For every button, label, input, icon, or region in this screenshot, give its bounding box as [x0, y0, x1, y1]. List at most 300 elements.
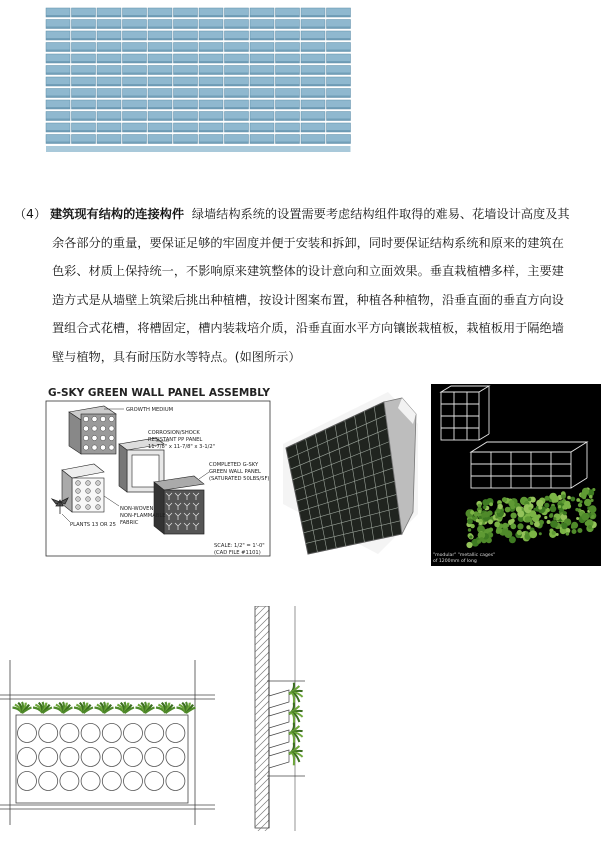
blue-tile-lip: [72, 84, 96, 86]
blue-wall-base: [46, 146, 351, 152]
foliage-leaf: [547, 520, 551, 524]
foliage-leaf: [488, 519, 493, 524]
blue-tile-lip: [327, 27, 351, 29]
blue-tile-lip: [123, 38, 147, 40]
blue-tile-lip: [46, 38, 70, 40]
foliage-leaf: [466, 542, 472, 548]
medium-hole: [83, 416, 88, 421]
elevation-cell: [102, 772, 121, 791]
foliage-leaf: [576, 498, 580, 502]
blue-tile-lip: [327, 130, 351, 132]
blue-tile-lip: [148, 61, 172, 63]
label-panel-3: 11-7/8" x 11-7/8" x 3-1/2": [148, 444, 216, 450]
blue-tile-lip: [97, 107, 121, 109]
blue-tile-lip: [72, 130, 96, 132]
blue-tile-lip: [225, 107, 249, 109]
foliage-leaf: [578, 503, 582, 507]
section-heading: 建筑现有结构的连接构件: [50, 207, 185, 221]
foliage-leaf: [550, 520, 558, 528]
blue-tile-lip: [276, 73, 300, 75]
blue-tile-lip: [301, 107, 325, 109]
blue-tile-lip: [72, 38, 96, 40]
elevation-cell: [124, 772, 143, 791]
blue-tile-lip: [97, 96, 121, 98]
medium-hole: [92, 445, 97, 450]
foliage-leaf: [575, 508, 578, 511]
foliage-leaf: [467, 519, 473, 525]
blue-tile-lip: [46, 119, 70, 121]
elevation-cell: [124, 724, 143, 743]
blue-tile-lip: [199, 38, 223, 40]
elevation-plant: [156, 702, 175, 713]
blue-tile-lip: [301, 84, 325, 86]
label-panel-2: RESISTANT PP PANEL: [148, 437, 203, 443]
foliage-leaf: [502, 523, 508, 529]
blue-tile-lip: [301, 96, 325, 98]
blue-tile-lip: [174, 96, 198, 98]
elevation-cell: [102, 724, 121, 743]
fabric-hole: [76, 505, 81, 510]
blue-tile-lip: [72, 27, 96, 29]
foliage-leaf: [498, 504, 503, 509]
fabric-hole: [96, 505, 101, 510]
blue-tile-lip: [174, 50, 198, 52]
foliage-leaf: [581, 513, 589, 521]
paragraph-line-3: 色彩、材质上保持统一，不影响原来建筑整体的设计意向和立面效果。垂直栽植槽多样，主要建: [52, 264, 564, 278]
blue-tile-lip: [72, 107, 96, 109]
metallic-cages-photo: [431, 384, 601, 566]
elevation-plant: [115, 702, 134, 713]
blue-tile-lip: [276, 119, 300, 121]
blue-tile-lip: [250, 107, 274, 109]
blue-tile-lip: [123, 130, 147, 132]
fabric-hole: [86, 489, 91, 494]
fabric-hole: [76, 481, 81, 486]
label-panel-1: CORROSION/SHOCK: [148, 430, 200, 436]
elevation-cell: [166, 748, 185, 767]
blue-tile-lip: [276, 107, 300, 109]
foliage-leaf: [589, 495, 593, 499]
foliage-leaf: [510, 523, 516, 529]
foliage-leaf: [529, 530, 537, 538]
blue-tile-lip: [327, 96, 351, 98]
section-plant: [289, 703, 303, 726]
blue-tile-lip: [97, 50, 121, 52]
blue-tile-lip: [123, 73, 147, 75]
elevation-cell: [39, 772, 58, 791]
paragraph-line-6: 壁与植物，具有耐压防水等特点。(如图所示）: [52, 349, 301, 364]
blue-tile-lip: [174, 73, 198, 75]
metallic-cages-svg: [431, 384, 601, 566]
blue-tile-lip: [327, 15, 351, 17]
elevation-plant: [136, 702, 155, 713]
foliage-leaf: [588, 525, 592, 529]
growth-medium-block: [69, 406, 116, 454]
elevation-cell: [81, 748, 100, 767]
foliage-leaf: [539, 532, 542, 535]
blue-tile-lip: [72, 50, 96, 52]
foliage-leaf: [505, 507, 511, 513]
elevation-cell: [18, 772, 37, 791]
blue-tile-lip: [174, 27, 198, 29]
blue-tile-lip: [225, 38, 249, 40]
elevation-cell: [18, 748, 37, 767]
blue-tile-lip: [327, 84, 351, 86]
blue-tile-lip: [72, 61, 96, 63]
blue-tile-lip: [174, 61, 198, 63]
foliage-leaf: [511, 519, 515, 523]
medium-hole: [92, 416, 97, 421]
blue-tile-lip: [72, 15, 96, 17]
blue-tile-lip: [199, 130, 223, 132]
elevation-plant: [95, 702, 114, 713]
elevation-cell: [145, 748, 164, 767]
blue-tile-lip: [250, 61, 274, 63]
foliage-leaf: [528, 507, 531, 510]
blue-tile-lip: [250, 142, 274, 144]
blue-tile-lip: [327, 61, 351, 63]
green-wall-panel-svg: [278, 384, 428, 564]
paragraph-line-4: 造方式是从墙壁上筑梁后挑出种植槽，按设计图案布置，种植各种植物，沿垂直面的垂直方向设: [52, 292, 564, 307]
blue-tile-lip: [276, 84, 300, 86]
blue-tile-lip: [148, 27, 172, 29]
paragraph-line-5: 置组合式花槽，将槽固定，槽内装栽培介质，沿垂直面水平方向镶嵌栽植板，栽植板用于隔绝墙: [52, 321, 564, 335]
foliage-leaf: [572, 529, 577, 534]
elevation-plant: [54, 702, 73, 713]
blue-tile-lip: [123, 107, 147, 109]
blue-tile-lip: [250, 73, 274, 75]
foliage-leaf: [470, 510, 474, 514]
blue-tile-lip: [97, 38, 121, 40]
blue-tile-lip: [301, 27, 325, 29]
blue-tile-lip: [225, 130, 249, 132]
foliage-leaf: [576, 517, 579, 520]
blue-tile-lip: [327, 107, 351, 109]
elevation-cell: [18, 724, 37, 743]
blue-tile-lip: [97, 61, 121, 63]
foliage-leaf: [468, 528, 471, 531]
medium-hole: [100, 435, 105, 440]
blue-tile-lip: [225, 50, 249, 52]
medium-hole: [109, 435, 114, 440]
blue-tile-lip: [301, 130, 325, 132]
blue-tile-lip: [123, 96, 147, 98]
blue-tile-lip: [276, 61, 300, 63]
foliage-leaf: [550, 493, 557, 500]
blue-tile-lip: [225, 142, 249, 144]
blue-tile-lip: [301, 38, 325, 40]
medium-hole: [100, 426, 105, 431]
blue-tile-lip: [97, 142, 121, 144]
foliage-leaf: [563, 511, 567, 515]
blue-tile-lip: [250, 27, 274, 29]
foliage-leaf: [528, 498, 532, 502]
elevation-cell: [124, 748, 143, 767]
foliage-leaf: [480, 537, 484, 541]
blue-tile-lip: [225, 27, 249, 29]
blue-tile-lip: [327, 73, 351, 75]
blue-tile-lip: [46, 73, 70, 75]
elevation-cell: [81, 724, 100, 743]
fabric-hole: [96, 481, 101, 486]
label-completed-3: (SATURATED 50LBS/SF): [209, 476, 270, 482]
blue-tile-lip: [148, 38, 172, 40]
label-fabric-2: NON-FLAMMABLE: [120, 513, 166, 519]
blue-tile-lip: [276, 142, 300, 144]
blue-tile-lip: [72, 73, 96, 75]
blue-tile-lip: [225, 73, 249, 75]
foliage-leaf: [558, 505, 561, 508]
blue-tile-lip: [174, 130, 198, 132]
blue-tile-lip: [123, 61, 147, 63]
blue-tile-lip: [276, 38, 300, 40]
blue-tile-lip: [97, 130, 121, 132]
front-elevation-svg: [0, 655, 215, 830]
foliage-leaf: [571, 522, 578, 529]
blue-tile-lip: [250, 119, 274, 121]
foliage-leaf: [525, 516, 531, 522]
blue-tile-lip: [46, 50, 70, 52]
blue-tile-lip: [327, 50, 351, 52]
medium-hole: [100, 416, 105, 421]
blue-tile-lip: [123, 142, 147, 144]
medium-hole: [83, 445, 88, 450]
blue-tile-lip: [250, 15, 274, 17]
foliage-leaf: [562, 505, 566, 509]
blue-tile-lip: [301, 50, 325, 52]
fabric-hole: [86, 497, 91, 502]
section-number: （4）: [14, 207, 47, 221]
blue-tile-lip: [123, 15, 147, 17]
blue-tile-lip: [174, 119, 198, 121]
medium-hole: [109, 416, 114, 421]
blue-tile-lip: [199, 142, 223, 144]
blue-tile-lip: [199, 84, 223, 86]
blue-tile-lip: [225, 84, 249, 86]
blue-tile-lip: [97, 27, 121, 29]
label-cad: (CAD FILE #1101): [214, 550, 261, 556]
blue-tile-lip: [250, 38, 274, 40]
blue-tile-lip: [276, 50, 300, 52]
foliage-leaf: [479, 522, 482, 525]
paragraph-line-1: [14, 200, 574, 229]
label-fabric-3: FABRIC: [120, 520, 139, 526]
blue-tile-lip: [301, 73, 325, 75]
medium-hole: [109, 445, 114, 450]
elevation-cell: [166, 772, 185, 791]
blue-tile-lip: [276, 130, 300, 132]
blue-tile-lip: [46, 15, 70, 17]
assembly-title: G-SKY GREEN WALL PANEL ASSEMBLY: [48, 387, 270, 399]
elevation-cell: [166, 724, 185, 743]
blue-tile-lip: [225, 96, 249, 98]
label-completed-2: GREEN WALL PANEL: [209, 469, 261, 475]
elevation-cell: [81, 772, 100, 791]
blue-tile-lip: [327, 142, 351, 144]
completed-panel-block: [154, 476, 204, 534]
fabric-hole: [86, 481, 91, 486]
foliage-leaf: [549, 514, 553, 518]
blue-tile-lip: [46, 61, 70, 63]
section-drawing: [245, 606, 325, 831]
foliage-leaf: [536, 500, 543, 507]
elevation-plant: [74, 702, 93, 713]
blue-tile-lip: [327, 119, 351, 121]
cage-caption-1: "modular" "metallic cages": [433, 553, 496, 558]
cage-caption-2: of 1200mm of long: [433, 559, 477, 564]
blue-tile-lip: [250, 130, 274, 132]
foliage-leaf: [469, 535, 472, 538]
medium-hole: [109, 426, 114, 431]
blue-tile-lip: [199, 96, 223, 98]
blue-tile-lip: [97, 119, 121, 121]
elevation-cell: [145, 724, 164, 743]
section-planters: [269, 690, 289, 768]
blue-tile-lip: [327, 38, 351, 40]
fabric-hole: [96, 497, 101, 502]
blue-tile-lip: [148, 142, 172, 144]
section-plant: [289, 743, 303, 766]
blue-tile-lip: [199, 50, 223, 52]
elevation-cell: [60, 748, 79, 767]
label-plants: PLANTS 13 OR 25: [70, 522, 116, 528]
blue-tile-lip: [301, 142, 325, 144]
foliage-leaf: [483, 505, 487, 509]
foliage-leaf: [546, 508, 550, 512]
blue-tile-lip: [46, 142, 70, 144]
blue-tile-lip: [174, 107, 198, 109]
elevation-cell: [102, 748, 121, 767]
blue-tile-lip: [46, 130, 70, 132]
section-plant: [289, 723, 303, 746]
foliage-leaf: [496, 528, 502, 534]
blue-tile-lip: [174, 38, 198, 40]
blue-panel-wall-image: [40, 0, 360, 160]
blue-tile-lip: [276, 27, 300, 29]
foliage-leaf: [526, 525, 530, 529]
blue-tile-lip: [199, 15, 223, 17]
paragraph-line-2: 余各部分的重量，要保证足够的牢固度并便于安装和拆卸，同时要保证结构系统和原来的建筑在: [52, 235, 564, 250]
medium-hole: [92, 426, 97, 431]
blue-tile-lip: [72, 142, 96, 144]
blue-tile-lip: [46, 107, 70, 109]
medium-hole: [92, 435, 97, 440]
elevation-plant: [13, 702, 32, 713]
foliage-leaf: [530, 521, 534, 525]
blue-tile-lip: [46, 84, 70, 86]
blue-tile-lip: [123, 84, 147, 86]
foliage-leaf: [511, 505, 516, 510]
foliage-leaf: [482, 499, 489, 506]
foliage-leaf: [556, 533, 559, 536]
fabric-plate: [62, 464, 104, 512]
fabric-hole: [86, 505, 91, 510]
blue-tile-lip: [250, 96, 274, 98]
foliage-leaf: [561, 494, 566, 499]
blue-tile-lip: [199, 73, 223, 75]
blue-tile-lip: [276, 96, 300, 98]
foliage-leaf: [534, 521, 540, 527]
label-growth-medium: GROWTH MEDIUM: [126, 407, 174, 413]
foliage-leaf: [499, 524, 503, 528]
foliage-leaf: [561, 523, 567, 529]
blue-tile-lip: [199, 27, 223, 29]
elevation-cell: [39, 748, 58, 767]
elevation-plant: [177, 702, 196, 713]
blue-tile-lip: [199, 107, 223, 109]
blue-tile-lip: [225, 119, 249, 121]
foliage-leaf: [502, 497, 507, 502]
blue-tile-lip: [276, 15, 300, 17]
foliage-leaf: [570, 497, 575, 502]
blue-tile-lip: [250, 84, 274, 86]
fabric-hole: [76, 497, 81, 502]
foliage-leaf: [516, 506, 522, 512]
blue-tile-lip: [199, 119, 223, 121]
foliage-leaf: [566, 532, 570, 536]
medium-hole: [100, 445, 105, 450]
elevation-cell: [60, 772, 79, 791]
assembly-diagram: [44, 384, 274, 559]
section-paragraph: [14, 200, 574, 371]
blue-panel-wall-svg: [40, 0, 360, 160]
section-plant: [289, 683, 303, 706]
foliage-leaf: [544, 503, 549, 508]
blue-tile-lip: [46, 27, 70, 29]
blue-tile-lip: [225, 15, 249, 17]
blue-tile-lip: [148, 50, 172, 52]
label-fabric-1: NON-WOVEN: [120, 506, 154, 512]
foliage-leaf: [489, 502, 493, 506]
fabric-hole: [96, 489, 101, 494]
blue-tile-lip: [174, 84, 198, 86]
blue-tile-lip: [174, 142, 198, 144]
foliage-leaf: [589, 505, 597, 513]
label-scale: SCALE: 1/2" = 1'-0": [214, 543, 265, 549]
paragraph-text-1: 绿墙结构系统的设置需要考虑结构组件取得的难易、花墙设计高度及其: [191, 207, 570, 221]
foliage-leaf: [489, 528, 493, 532]
foliage-leaf: [550, 506, 557, 513]
blue-tile-lip: [148, 15, 172, 17]
blue-tile-lip: [174, 15, 198, 17]
foliage-leaf: [476, 519, 480, 523]
elevation-cell: [145, 772, 164, 791]
blue-tile-lip: [148, 96, 172, 98]
blue-tile-lip: [148, 130, 172, 132]
blue-tile-lip: [301, 61, 325, 63]
section-drawing-svg: [245, 606, 325, 831]
blue-tile-lip: [46, 96, 70, 98]
fabric-hole: [76, 489, 81, 494]
blue-tile-lip: [225, 61, 249, 63]
foliage-leaf: [517, 523, 523, 529]
blue-tile-lip: [123, 50, 147, 52]
foliage-leaf: [544, 516, 547, 519]
green-wall-panel-photo: [278, 384, 428, 564]
blue-tile-lip: [301, 15, 325, 17]
blue-tile-lip: [123, 119, 147, 121]
blue-tile-lip: [199, 61, 223, 63]
blue-tile-lip: [250, 50, 274, 52]
front-elevation-drawing: [0, 655, 215, 830]
blue-tile-lip: [301, 119, 325, 121]
elevation-cell: [60, 724, 79, 743]
assembly-diagram-svg: [44, 384, 274, 559]
foliage-leaf: [553, 517, 556, 520]
blue-tile-lip: [97, 84, 121, 86]
blue-tile-lip: [72, 119, 96, 121]
blue-tile-lip: [97, 73, 121, 75]
